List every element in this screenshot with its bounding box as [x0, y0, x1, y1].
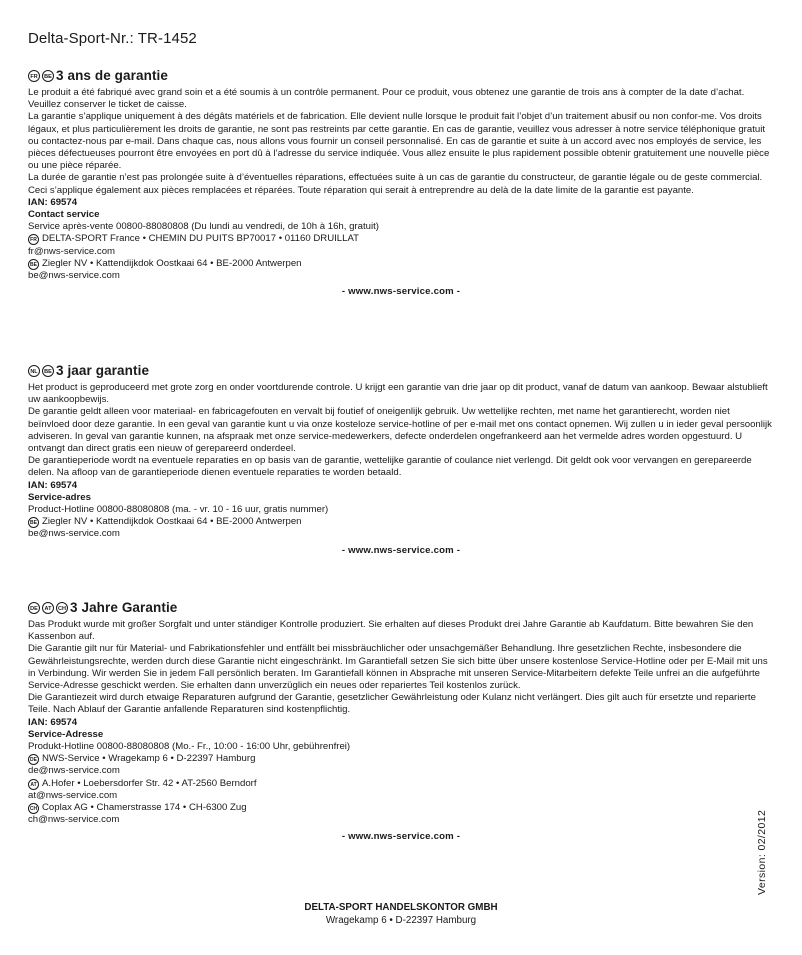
- section-nl: [28, 363, 774, 566]
- website-link[interactable]: - www.nws-service.com -: [341, 544, 461, 556]
- country-badge-icon: BE: [28, 517, 39, 528]
- email-link[interactable]: fr@nws-service.com: [28, 245, 116, 257]
- footer-company: DELTA-SPORT HANDELSKONTOR GMBH: [304, 902, 498, 913]
- section-header: [28, 363, 774, 379]
- address-line: [28, 233, 774, 245]
- section-de: [28, 600, 774, 852]
- hotline: Product-Hotline 00800-88080808 (ma. - vr. 10 - 16 uur, gratis nummer): [28, 504, 329, 516]
- country-badge-icon: AT: [42, 602, 54, 614]
- contact-heading: Service-adres: [28, 491, 91, 503]
- email-link[interactable]: ch@nws-service.com: [28, 814, 120, 826]
- contact-heading: Contact service: [28, 209, 100, 221]
- footer-address: Wragekamp 6 • D-22397 Hamburg: [325, 915, 477, 926]
- paragraph: La garantie s’applique uniquement à des dégâts matériels et de fabrication. Elle devient nulle lorsque le produit fait l’objet d’un traitement abusif ou non confor-me. Vos droits légaux, et plus particulièrement les droits de garantie, ne sont pas restreints par cette garantie. En cas de garantie, veuillez vous adresser à notre service téléphonique gratuit ou contactez-nous par e-mail. Dans chaque cas, nous allons vous fournir un conseil personnalisé. En cas de garantie et suite à un accord avec nos employés de service, les pièces défectueuses pourront être envoyées en port dû à l’adresse du service indiquée. Vous allez ensuite le plus rapidement possible obtenir gratuitement une nouvelle pièce ou une pièce réparée.: [28, 111, 770, 172]
- country-badge-icon: DE: [28, 602, 40, 614]
- paragraph: De garantieperiode wordt na eventuele reparaties en op basis van de garantie, wettelijke garantie of coulance niet verlengd. Dit geldt ook voor vervangen en gerepareerde delen. Na afloop van de garantieperiode dienen eventuele reparaties te worden betaald.: [28, 455, 752, 479]
- email-link[interactable]: de@nws-service.com: [28, 765, 120, 777]
- address-text: Coplax AG • Chamerstrasse 174 • CH-6300 Zug: [42, 802, 247, 814]
- paragraph: Le produit a été fabriqué avec grand soin et a été soumis à un contrôle permanent. Pour ce produit, vous obtenez une garantie de trois ans à compter de la date d’achat. Veuillez conserver le ticket de caisse.: [28, 87, 745, 111]
- country-badge-icon: FR: [28, 70, 40, 82]
- paragraph: La durée de garantie n’est pas prolongée suite à d’éventuelles réparations, effectuées suite à un cas de garantie du constructeur, de garantie légale ou de geste commercial. Ceci s’applique également aux pièces remplacées et réparées. Toute réparation qui serait à entreprendre au delà de la date limite de la garantie est payante.: [28, 172, 763, 196]
- country-badge-icon: DE: [28, 754, 39, 765]
- paragraph: Die Garantiezeit wird durch etwaige Reparaturen aufgrund der Garantie, gesetzlicher Gewährleistung oder Kulanz nicht verlängert. Dies gilt auch für ersetzte und reparierte Teile. Nach Ablauf der Garantie anfallende Reparaturen sind kostenpflichtig.: [28, 692, 756, 716]
- country-badge-icon: AT: [28, 779, 39, 790]
- section-fr: [28, 68, 774, 308]
- paragraph: Het product is geproduceerd met grote zorg en onder voortdurende controle. U krijgt een garantie van drie jaar op dit product, vanaf de datum van aankoop. Bewaar alstublieft uw aankoopbewijs.: [28, 382, 768, 406]
- section-title: 3 Jahre Garantie: [70, 599, 178, 615]
- country-badge-icon: BE: [28, 259, 39, 270]
- address-line: [28, 753, 774, 765]
- address-text: Ziegler NV • Kattendijkdok Oostkaai 64 • BE-2000 Antwerpen: [42, 257, 302, 269]
- address-text: Ziegler NV • Kattendijkdok Oostkaai 64 • BE-2000 Antwerpen: [42, 516, 302, 528]
- country-badge-icon: FR: [28, 234, 39, 245]
- country-badge-icon: BE: [42, 365, 54, 377]
- section-header: [28, 68, 774, 84]
- version-label: Version: 02/2012: [756, 809, 768, 895]
- footer: [0, 901, 802, 927]
- address-text: DELTA-SPORT France • CHEMIN DU PUITS BP70017 • 01160 DRUILLAT: [42, 233, 360, 245]
- website-link[interactable]: - www.nws-service.com -: [341, 286, 461, 298]
- website-link[interactable]: - www.nws-service.com -: [341, 830, 461, 842]
- country-badge-icon: NL: [28, 365, 40, 377]
- address-text: NWS-Service • Wragekamp 6 • D-22397 Hamburg: [42, 753, 256, 765]
- address-text: A.Hofer • Loebersdorfer Str. 42 • AT-2560 Berndorf: [42, 777, 257, 789]
- ian-number: IAN: 69574: [28, 196, 78, 208]
- country-badge-icon: CH: [56, 602, 68, 614]
- email-link[interactable]: at@nws-service.com: [28, 789, 118, 801]
- hotline: Service après-vente 00800-88080808 (Du lundi au vendredi, de 10h à 16h, gratuit): [28, 221, 379, 233]
- paragraph: De garantie geldt alleen voor materiaal- en fabricagefouten en vervalt bij foutief of oneigenlijk gebruik. Uw wettelijke rechten, met name het garantierecht, worden niet beïnvloed door deze garantie. In een geval van garantie kunt u via onze kosteloze service-hotline of per e-mail met ons contact opnemen. Wij zullen u in ieder geval persoonlijk adviseren. In geval van garantie kunnen, na afspraak met onze service-medewerkers, defecte onderdelen ongefrankeerd aan het vermelde adres worden opgestuurd. U ontvangt dan direct gratis een nieuw of gerepareerd onderdeel.: [28, 406, 772, 455]
- address-line: [28, 516, 774, 528]
- paragraph: Das Produkt wurde mit großer Sorgfalt und unter ständiger Kontrolle produziert. Sie erhalten auf dieses Produkt drei Jahre Garantie ab Kaufdatum. Bitte bewahren Sie den Kassenbon auf.: [28, 619, 754, 643]
- address-line: [28, 802, 774, 814]
- ian-number: IAN: 69574: [28, 716, 78, 728]
- paragraph: Die Garantie gilt nur für Material- und Fabrikationsfehler und entfällt bei missbräuchlicher oder unsachgemäßer Behandlung. Ihre gesetzlichen Rechte, insbesondere die Gewährleistungsrechte, werden durch diese Garantie nicht eingeschränkt. Im Garantiefall setzen Sie sich bitte über unsere kostenlose Service-Hotline oder per E-Mail mit uns in Verbindung. Wir werden Sie in jedem Fall persönlich beraten. Im Garantiefall können in Absprache mit unseren Service-Mitarbeitern defekte Teile unfrei an die aufgeführte Service-Adresse geschickt werden. Sie erhalten dann unverzüglich ein neues oder repariertes Teil kostenlos zurück.: [28, 643, 768, 692]
- document-number: Delta-Sport-Nr.: TR-1452: [28, 30, 197, 47]
- address-line: [28, 258, 774, 270]
- hotline: Produkt-Hotline 00800-88080808 (Mo.- Fr., 10:00 - 16:00 Uhr, gebührenfrei): [28, 741, 351, 753]
- contact-heading: Service-Adresse: [28, 728, 104, 740]
- section-title: 3 ans de garantie: [56, 67, 168, 83]
- email-link[interactable]: be@nws-service.com: [28, 528, 120, 540]
- country-badge-icon: CH: [28, 803, 39, 814]
- address-line: [28, 778, 774, 790]
- ian-number: IAN: 69574: [28, 479, 78, 491]
- section-title: 3 jaar garantie: [56, 362, 150, 378]
- country-badge-icon: BE: [42, 70, 54, 82]
- section-header: [28, 600, 774, 616]
- email-link[interactable]: be@nws-service.com: [28, 270, 120, 282]
